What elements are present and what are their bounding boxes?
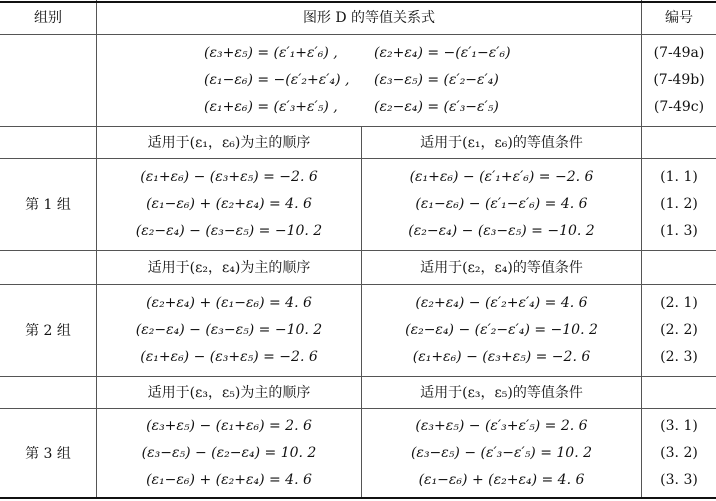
top-equation-right: (ε₃−ε₅) = (ε′₂−ε′₄)	[374, 71, 499, 88]
group-numbers	[642, 408, 716, 498]
equation-number: (3. 2)	[660, 444, 698, 461]
subheader-empty-cell	[0, 250, 97, 284]
group-name: 第 1 组	[0, 158, 97, 250]
order-equation: (ε₁−ε₆) + (ε₂+ε₄) = 4. 6	[146, 195, 312, 212]
row-rule	[0, 284, 716, 285]
group-1-subheader	[0, 126, 716, 158]
equation-number: (2. 3)	[660, 348, 698, 365]
group-condition-equations	[362, 284, 642, 376]
top-equation-line	[204, 40, 534, 67]
subheader-condition: 适用于(ε₃，ε₅)的等值条件	[362, 376, 642, 408]
header-number: 编号	[665, 10, 693, 26]
header-relation: 图形 D 的等值关系式	[97, 0, 642, 34]
top-equation-left: (ε₁+ε₆) = (ε′₃+ε′₅) ,	[204, 98, 338, 115]
group-order-equations	[97, 158, 362, 250]
condition-equation: (ε₃+ε₅) − (ε′₃+ε′₅) = 2. 6	[415, 417, 588, 434]
row-rule	[0, 126, 716, 127]
order-equation: (ε₁+ε₆) − (ε₃+ε₅) = −2. 6	[140, 348, 318, 365]
group-order-equations	[97, 408, 362, 498]
top-equation-line	[204, 94, 534, 121]
top-block-row	[0, 34, 716, 126]
group-name: 第 2 组	[0, 284, 97, 376]
top-equation-line	[204, 67, 534, 94]
group-1-body	[0, 158, 716, 250]
order-equation: (ε₂−ε₄) − (ε₃−ε₅) = −10. 2	[135, 222, 323, 239]
condition-equation: (ε₁−ε₆) + (ε₂+ε₄) = 4. 6	[418, 471, 585, 488]
subheader-condition: 适用于(ε₂，ε₄)的等值条件	[362, 250, 642, 284]
row-rule	[0, 250, 716, 251]
group-name: 第 3 组	[0, 408, 97, 498]
group-condition-equations	[362, 408, 642, 498]
top-block-group-cell	[0, 34, 97, 126]
subheader-number-cell	[642, 250, 716, 284]
group-2-body	[0, 284, 716, 376]
condition-equation: (ε₂+ε₄) − (ε′₂+ε′₄) = 4. 6	[415, 294, 588, 311]
equation-number: (7-49b)	[653, 71, 705, 88]
top-rule	[0, 1, 716, 3]
condition-equation: (ε₁+ε₆) − (ε₃+ε₅) = −2. 6	[412, 348, 591, 365]
order-equation: (ε₂+ε₄) + (ε₁−ε₆) = 4. 6	[146, 294, 312, 311]
row-rule	[0, 408, 716, 409]
group-3-body	[0, 408, 716, 498]
subheader-empty-cell	[0, 376, 97, 408]
condition-equation: (ε₁+ε₆) − (ε′₁+ε′₆) = −2. 6	[409, 168, 594, 185]
top-equation-left: (ε₁−ε₆) = −(ε′₂+ε′₄) ,	[204, 71, 350, 88]
equation-number: (7-49c)	[653, 98, 705, 115]
top-equation-right: (ε₂+ε₄) = −(ε′₁−ε′₆)	[374, 44, 511, 61]
top-equation-right: (ε₂−ε₄) = (ε′₃−ε′₅)	[374, 98, 499, 115]
bottom-rule	[0, 497, 716, 499]
order-equation: (ε₃+ε₅) − (ε₁+ε₆) = 2. 6	[146, 417, 312, 434]
subheader-order: 适用于(ε₂，ε₄)为主的顺序	[97, 250, 362, 284]
header-group: 组别	[0, 0, 97, 34]
condition-equation: (ε₃−ε₅) − (ε′₃−ε′₅) = 10. 2	[410, 444, 593, 461]
group-numbers	[642, 284, 716, 376]
equation-number: (1. 2)	[660, 195, 698, 212]
equation-number: (1. 3)	[660, 222, 698, 239]
subheader-order: 适用于(ε₃，ε₅)为主的顺序	[97, 376, 362, 408]
equation-number: (3. 3)	[660, 471, 698, 488]
subheader-condition: 适用于(ε₁，ε₆)的等值条件	[362, 126, 642, 158]
condition-equation: (ε₂−ε₄) − (ε₃−ε₅) = −10. 2	[408, 222, 595, 239]
order-equation: (ε₃−ε₅) − (ε₂−ε₄) = 10. 2	[141, 444, 317, 461]
group-numbers	[642, 158, 716, 250]
equation-number: (7-49a)	[653, 44, 705, 61]
equation-number: (2. 1)	[660, 294, 698, 311]
equation-number: (1. 1)	[660, 168, 698, 185]
subheader-order: 适用于(ε₁，ε₆)为主的顺序	[97, 126, 362, 158]
subheader-number-cell	[642, 376, 716, 408]
top-equation-left: (ε₃+ε₅) = (ε′₁+ε′₆) ,	[204, 44, 338, 61]
order-equation: (ε₁+ε₆) − (ε₃+ε₅) = −2. 6	[140, 168, 318, 185]
top-block-numbers	[642, 34, 716, 126]
top-block-equations	[97, 34, 642, 126]
group-2-subheader	[0, 250, 716, 284]
row-rule	[0, 376, 716, 377]
row-rule	[0, 158, 716, 159]
condition-equation: (ε₁−ε₆) − (ε′₁−ε′₆) = 4. 6	[415, 195, 588, 212]
subheader-empty-cell	[0, 126, 97, 158]
condition-equation: (ε₂−ε₄) − (ε′₂−ε′₄) = −10. 2	[405, 321, 598, 338]
equation-number: (2. 2)	[660, 321, 698, 338]
group-order-equations	[97, 284, 362, 376]
header-row	[0, 0, 716, 34]
group-3-subheader	[0, 376, 716, 408]
order-equation: (ε₁−ε₆) + (ε₂+ε₄) = 4. 6	[146, 471, 312, 488]
group-condition-equations	[362, 158, 642, 250]
order-equation: (ε₂−ε₄) − (ε₃−ε₅) = −10. 2	[135, 321, 323, 338]
equation-number: (3. 1)	[660, 417, 698, 434]
subheader-number-cell	[642, 126, 716, 158]
header-rule	[0, 34, 716, 35]
